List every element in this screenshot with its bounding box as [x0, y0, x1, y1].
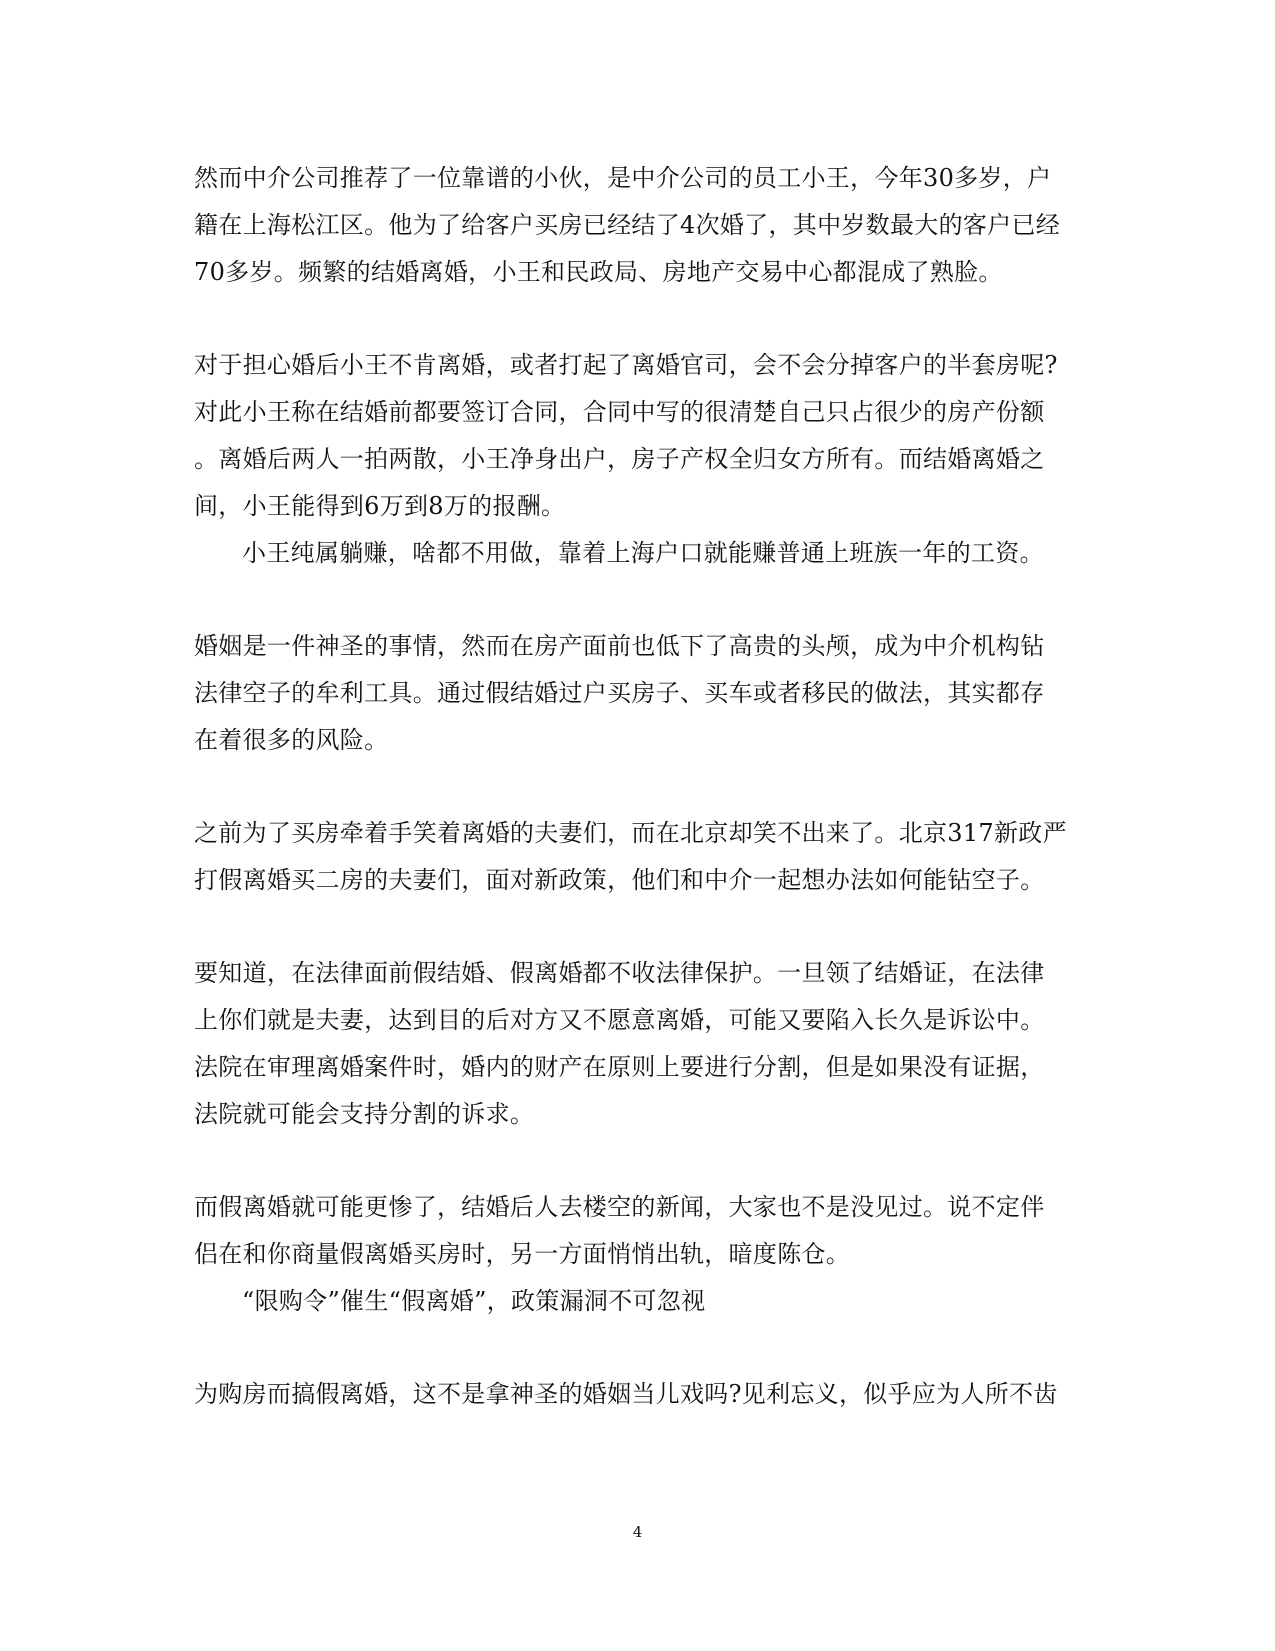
text-line: 婚姻是一件神圣的事情，然而在房产面前也低下了高贵的头颅，成为中介机构钻	[194, 632, 1045, 660]
text-line: 小王纯属躺赚，啥都不用做，靠着上海户口就能赚普通上班族一年的工资。	[242, 539, 1044, 567]
text-line: 对此小王称在结婚前都要签订合同，合同中写的很清楚自己只占很少的房产份额	[194, 398, 1045, 426]
text-line: 而假离婚就可能更惨了，结婚后人去楼空的新闻，大家也不是没见过。说不定伴	[194, 1193, 1045, 1221]
text-line: 然而中介公司推荐了一位靠谱的小伙，是中介公司的员工小王，今年30多岁，户	[194, 164, 1052, 192]
text-line: 侣在和你商量假离婚买房时，另一方面悄悄出轨，暗度陈仓。	[194, 1240, 851, 1268]
text-line: 要知道，在法律面前假结婚、假离婚都不收法律保护。一旦领了结婚证，在法律	[194, 959, 1045, 987]
text-line: 之前为了买房牵着手笑着离婚的夫妻们，而在北京却笑不出来了。北京317新政严	[194, 819, 1067, 847]
text-line: 对于担心婚后小王不肯离婚，或者打起了离婚官司，会不会分掉客户的半套房呢?	[194, 351, 1058, 379]
text-line: 上你们就是夫妻，达到目的后对方又不愿意离婚，可能又要陷入长久是诉讼中。	[194, 1006, 1045, 1034]
text-line: 籍在上海松江区。他为了给客户买房已经结了4次婚了，其中岁数最大的客户已经	[194, 211, 1061, 239]
section-heading: “限购令”催生“假离婚”，政策漏洞不可忽视	[242, 1287, 706, 1315]
text-line: 打假离婚买二房的夫妻们，面对新政策，他们和中介一起想办法如何能钻空子。	[194, 866, 1045, 894]
text-line: 间，小王能得到6万到8万的报酬。	[194, 492, 566, 520]
text-line: 为购房而搞假离婚，这不是拿神圣的婚姻当儿戏吗?见利忘义，似乎应为人所不齿	[194, 1380, 1058, 1408]
text-line: 。离婚后两人一拍两散，小王净身出户，房子产权全归女方所有。而结婚离婚之	[194, 445, 1045, 473]
page-number: 4	[632, 1523, 643, 1541]
text-line: 在着很多的风险。	[194, 726, 389, 754]
text-line: 法律空子的牟利工具。通过假结婚过户买房子、买车或者移民的做法，其实都存	[194, 679, 1045, 707]
text-line: 法院在审理离婚案件时，婚内的财产在原则上要进行分割，但是如果没有证据，	[194, 1053, 1045, 1081]
text-line: 70多岁。频繁的结婚离婚，小王和民政局、房地产交易中心都混成了熟脸。	[194, 258, 1003, 286]
text-line: 法院就可能会支持分割的诉求。	[194, 1100, 535, 1128]
